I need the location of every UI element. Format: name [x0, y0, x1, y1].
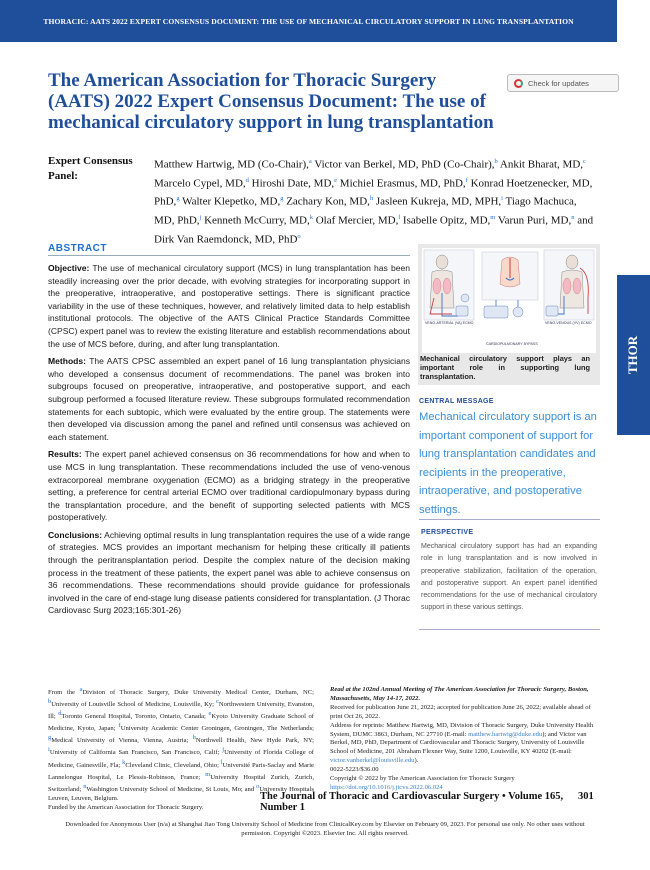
- graphical-abstract: [418, 244, 600, 385]
- central-message-text: Mechanical circulatory support is an important component of support for lung transplantation candidates and recipients in the preoperative, intraoperative, and postoperative settings.: [419, 411, 597, 516]
- methods-label: Methods:: [48, 356, 86, 367]
- methods-text: The AATS CPSC assembled an expert panel of 16 lung transplantation physicians who developed a consensus document of recommendations. The panel was broken into subgroups focused on preoperative, intraoperative, and postoperative support, and each subgroup performed a focused literature review. These subgroups formulated recommendation statements for each subtopic, which were evaluated by the entire group. The statements were then developed via discussion among the panel and refined until consensus was achieved on each statement.: [48, 356, 410, 442]
- running-header-text: THORACIC: AATS 2022 EXPERT CONSENSUS DOCUMENT: THE USE OF MECHANICAL CIRCULATORY SUPPORT IN LUNG TRANSPLANTATION: [43, 16, 574, 26]
- conclusions-label: Conclusions:: [48, 529, 103, 540]
- page-number: 301: [578, 791, 594, 802]
- article-title: The American Association for Thoracic Surgery (AATS) 2022 Expert Consensus Document: The use of mechanical circulatory support in lung transplantation: [48, 70, 494, 133]
- journal-citation: The Journal of Thoracic and Cardiovascular Surgery • Volume 165, Number 1: [260, 791, 564, 813]
- central-message-heading: CENTRAL MESSAGE: [419, 398, 494, 405]
- issn-text: 0022-5223/$36.00: [330, 766, 379, 774]
- results-text: The expert panel achieved consensus on 36 recommendations for how and when to use MCS in lung transplantation. These recommendations included the use of veno-venous extracorporeal membrane oxygenation (ECMO) as a bridging strategy in the preoperative setting, a preference for central arterial ECMO over traditional cardiopulmonary bypass during the transplantation procedure, and the benefit of supporting selected patients with MCS postoperatively.: [48, 449, 410, 523]
- received-text: Received for publication June 21, 2022; accepted for publication June 26, 2022; available ahead of print Oct 26, 2022.: [330, 703, 591, 720]
- divider: [419, 519, 600, 520]
- funding-text: Funded by the American Association for Thoracic Surgery.: [48, 803, 204, 811]
- email-link[interactable]: matthew.hartwig@duke.edu: [468, 730, 543, 738]
- conclusions-text: Achieving optimal results in lung transplantation requires the use of a wide range of strategies. MCS provides an important mechanism for helping these critically ill patients through the peritransplantation period. Despite the complex nature of the decision making process in the treatment of these patients, the expert panel was able to achieve consensus on 36 recommendations. These recommendations should provide guidance for professionals involved in the care of end-stage lung disease patients considered for transplantation. (J Thorac Cardiovasc Surg 2023;165:301-26): [48, 529, 410, 616]
- results-label: Results:: [48, 449, 82, 460]
- abstract-heading: ABSTRACT: [48, 243, 410, 256]
- abstract-body: [48, 262, 410, 622]
- download-notice: Downloaded for Anonymous User (n/a) at Shanghai Jiao Tong University School of Medicine from ClinicalKey.com by Elsevier on February 09, 2023. For personal use only. No other uses without permission. Copyright ©2023. Elsevier Inc. All rights reserved.: [65, 821, 585, 837]
- abstract-objective: [48, 262, 410, 350]
- panel-label: Expert Consensus Panel:: [48, 155, 133, 182]
- abstract-results: [48, 448, 410, 524]
- doi-link[interactable]: https://doi.org/10.1016/j.jtcvs.2022.06.024: [330, 783, 443, 791]
- check-updates-icon: [514, 79, 523, 88]
- read-at-text: Read at the 102nd Annual Meeting of The American Association for Thoracic Surgery, Boston, Massachusetts, May 14-17, 2022.: [330, 686, 589, 702]
- graphical-abstract-image: [422, 248, 596, 353]
- divider: [419, 629, 600, 630]
- running-header: [0, 0, 617, 42]
- affiliations-text: From the $^a$Division of Thoracic Surgery, Duke University Medical Center, Durham, NC; $^b$University of Louisville School of Medicine, Louisville, Ky; $^c$Northwestern University, Evanston, Ill; $^d$Toronto General Hospital, Toronto, Ontario, Canada; $^e$Kyoto University Graduate School of Medicine, Kyoto, Japan; $^f$University Academic Center Groningen, Groningen, The Netherlands; $^g$Medical University of Vienna, Vienna, Austria; $^h$Northwell Health, New Hyde Park, NY; $^i$University of California San Francisco, San Francisco, Calif; $^j$University of Florida College of Medicine, Gainesville, Fla; $^k$Cleveland Clinic, Cleveland, Ohio; $^l$Université Paris-Saclay and Marie Lannelongue Hospital, Le Plessis-Robinson, France; $^m$University Hospital Zurich, Zurich, Switzerland; $^n$Washington University School of Medicine, St Louis, Mo; and $^o$University Hospitals Leuven, Leuven, Belgium.: [48, 686, 315, 802]
- section-tab-label: THOR: [625, 335, 641, 375]
- perspective-text: Mechanical circulatory support has had an expanding role in lung transplantation and is now involved in preoperative stabilization, facilitation of the operation, and postoperative support. An expert panel identified recommendations for the use of mechanical circulatory support in these various settings.: [421, 543, 597, 612]
- figure-caption: Mechanical circulatory support plays an important role in supporting lung transplantation.: [420, 354, 590, 381]
- label-vv-ecmo: VENO-VENOUS (VV) ECMO: [545, 321, 592, 325]
- email-link[interactable]: victor.vanberkel@louisville.edu: [330, 757, 415, 765]
- objective-text: The use of mechanical circulatory support (MCS) in lung transplantation has been steadily increasing over the prior decade, with evolving strategies for incorporating support in the preoperative, intraoperative, and postoperative settings. There is significant practice variability in the use of these techniques, however, and relatively limited data to help establish institutional protocols. The objective of the AATS Clinical Practice Standards Committee (CPSC) expert panel was to review the existing literature and establish recommendations about the use of MCS before, during, and after lung transplantation.: [48, 263, 410, 349]
- objective-label: Objective:: [48, 263, 90, 273]
- panel-authors: Matthew Hartwig, MD (Co-Chair),$^a$ Victor van Berkel, MD, PhD (Co-Chair),$^b$ Ankit Bharat, MD,$^c$ Marcelo Cypel, MD,$^d$ Hiroshi Date, MD,$^e$ Michiel Erasmus, MD, PhD,$^f$ Konrad Hoetzenecker, MD, PhD,$^g$ Walter Klepetko, MD,$^g$ Zachary Kon, MD,$^h$ Jasleen Kukreja, MD, MPH,$^i$ Tiago Machuca, MD, PhD,$^j$ Kenneth McCurry, MD,$^k$ Olaf Mercier, MD,$^l$ Isabelle Opitz, MD,$^m$ Varun Puri, MD,$^n$ and Dirk Van Raemdonck, MD, PhD$^o$: [154, 158, 594, 246]
- perspective-heading: PERSPECTIVE: [421, 529, 474, 536]
- abstract-methods: [48, 355, 410, 443]
- publication-footnote: [330, 686, 600, 793]
- reprints-address-part: ); and Victor van Berkel, MD, PhD, Department of Cardiovascular and Thoracic Surgery, University of Louisville School of Medicine, 201 Abraham Flexner Way, Suite 1200, Louisville, KY 40202 (E-mail:: [330, 730, 587, 756]
- abstract-conclusions: [48, 529, 410, 617]
- reprints-address: [330, 722, 600, 767]
- check-updates-label: Check for updates: [528, 78, 589, 88]
- reprints-address-part: Address for reprints: Matthew Hartwig, MD, Division of Thoracic Surgery, Duke University Health System, DUMC 3863, Durham, NC 27710 (E-mail:: [330, 721, 594, 738]
- label-va-ecmo: VENO-ARTERIAL (VA) ECMO: [425, 321, 474, 325]
- section-tab: [617, 275, 650, 435]
- label-cpb: CARDIOPULMONARY BYPASS: [486, 342, 538, 346]
- reprints-address-part: ).: [414, 757, 419, 765]
- mcs-diagram: [422, 248, 596, 353]
- check-updates-button[interactable]: [507, 74, 619, 92]
- copyright-text: Copyright © 2022 by The American Association for Thoracic Surgery: [330, 775, 515, 783]
